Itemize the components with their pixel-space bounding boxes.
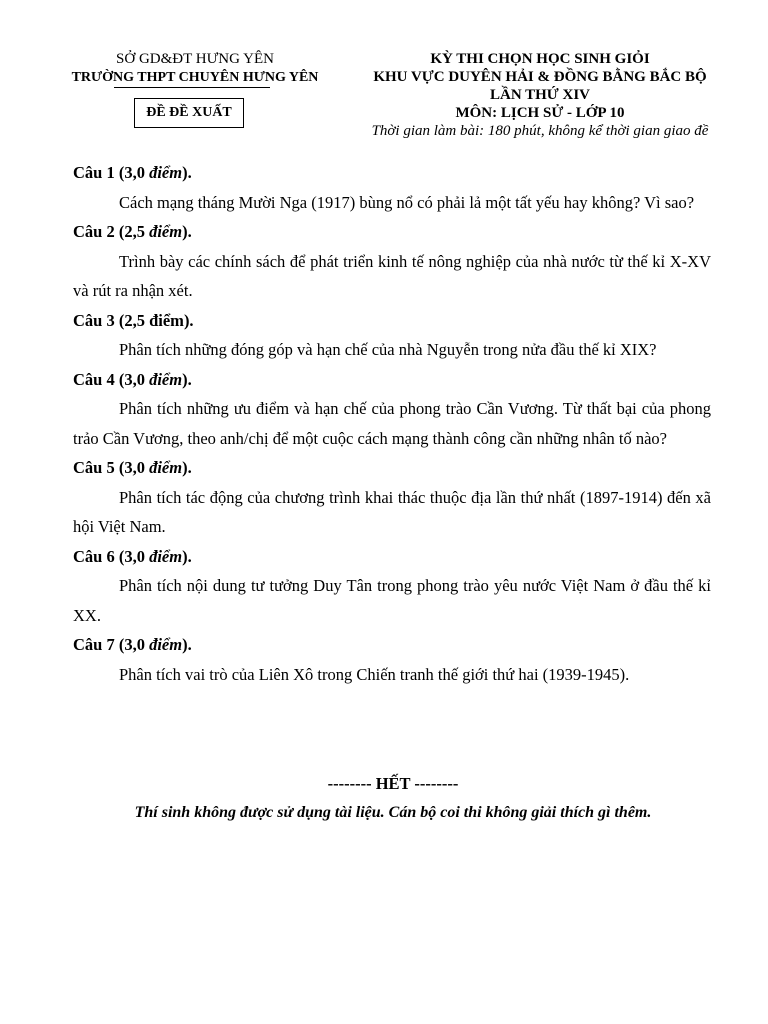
- question-6: [73, 542, 711, 631]
- end-marker: -------- HẾT --------: [327, 774, 459, 793]
- question-1: [73, 158, 711, 217]
- header-left: [50, 50, 340, 88]
- question-list: [73, 158, 711, 689]
- exam-title-line-3: LẦN THỨ XIV: [489, 87, 590, 103]
- school-name: TRƯỜNG THPT CHUYÊN HƯNG YÊN: [71, 70, 319, 85]
- question-heading: Câu 6 (3,0 điểm).: [73, 546, 192, 566]
- question-heading: Câu 5 (3,0 điểm).: [73, 458, 192, 477]
- question-heading: Câu 7 (3,0 điểm).: [73, 635, 192, 654]
- question-text: Phân tích nội dung tư tưởng Duy Tân trong phong trào yêu nước Việt Nam ở đầu thế kỉ XX.: [73, 576, 711, 625]
- question-4: [73, 365, 711, 454]
- exam-title-line-1: KỲ THI CHỌN HỌC SINH GIỎI: [430, 51, 650, 67]
- question-text: Cách mạng tháng Mười Nga (1917) bùng nổ có phải lả một tất yếu hay không? Vì sao?: [119, 192, 695, 212]
- question-2: [73, 217, 711, 306]
- question-7: [73, 630, 711, 689]
- exam-title-line-2: KHU VỰC DUYÊN HẢI & ĐỒNG BẰNG BẮC BỘ: [373, 69, 707, 85]
- school-underline: [114, 87, 270, 88]
- question-3: [73, 306, 711, 365]
- subject-line: MÔN: LỊCH SỬ - LỚP 10: [455, 105, 625, 121]
- header-right: [340, 50, 740, 140]
- question-heading: Câu 4 (3,0 điểm).: [73, 369, 192, 389]
- question-heading: Câu 1 (3,0 điểm).: [73, 163, 192, 182]
- question-text: Phân tích tác động của chương trình khai thác thuộc địa lần thứ nhất (1897-1914) đến xã hội Việt Nam.: [73, 487, 711, 536]
- department-name: SỞ GD&ĐT HƯNG YÊN: [116, 51, 274, 67]
- question-text: Phân tích những ưu điểm và hạn chế của phong trào Cần Vương. Từ thất bại của phong trảo Cần Vương, theo anh/chị để một cuộc cách mạng thành công cần những nhân tố nào?: [73, 399, 711, 448]
- question-heading: Câu 3 (2,5 điểm).: [73, 310, 194, 330]
- proposal-badge: ĐỀ ĐỀ XUẤT: [134, 98, 244, 128]
- time-note: Thời gian làm bài: 180 phút, không kể thời gian giao đề: [371, 123, 709, 139]
- question-text: Trình bày các chính sách để phát triển kinh tế nông nghiệp của nhà nước từ thế kỉ X-XV và rút ra nhận xét.: [73, 251, 711, 300]
- question-heading: Câu 2 (2,5 điểm).: [73, 222, 192, 241]
- question-5: [73, 453, 711, 542]
- question-text: Phân tích những đóng góp và hạn chế của nhà Nguyễn trong nửa đầu thế kỉ XIX?: [119, 340, 657, 359]
- question-text: Phân tích vai trò của Liên Xô trong Chiến tranh thế giới thứ hai (1939-1945).: [119, 664, 630, 684]
- candidate-note: Thí sinh không được sử dụng tài liệu. Cán bộ coi thi không giải thích gì thêm.: [134, 804, 652, 821]
